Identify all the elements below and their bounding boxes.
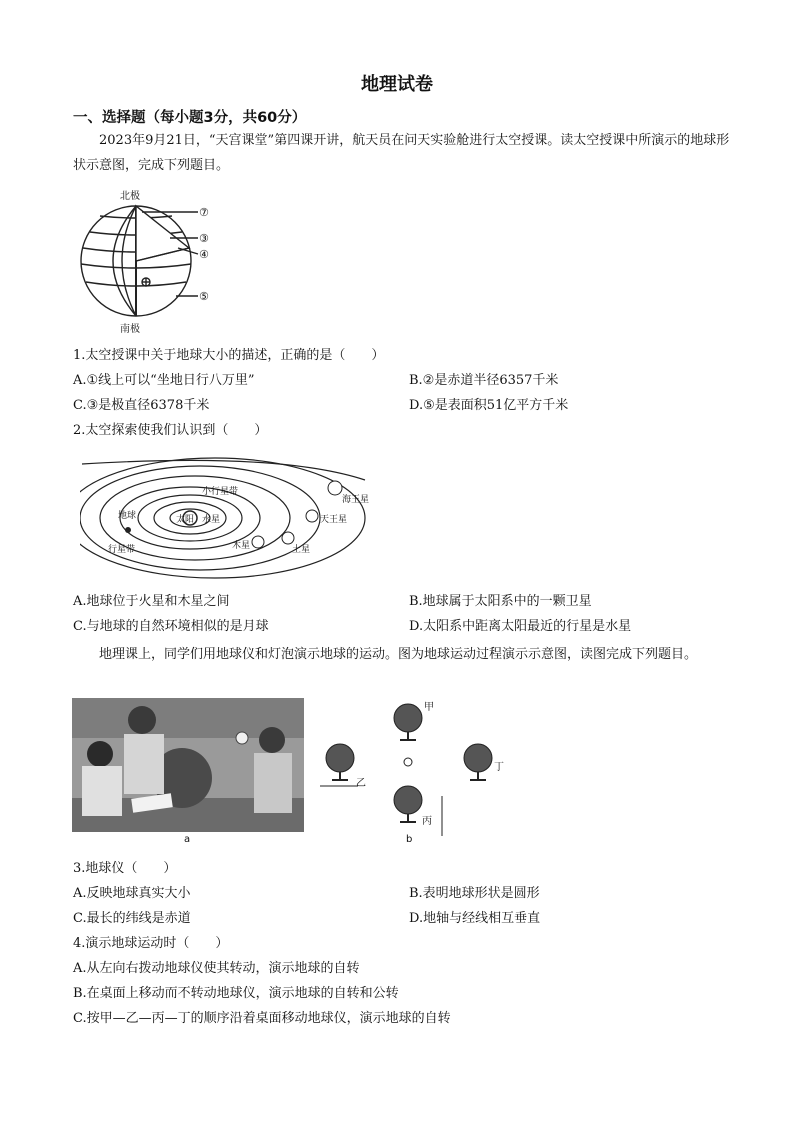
section-heading: 一、选择题（每小题3分，共60分） (73, 110, 307, 126)
marker-4: ④ (199, 248, 209, 261)
marker-3: ③ (199, 232, 209, 245)
label-uranus: 天王星 (320, 515, 348, 525)
globe-orbit-figure (318, 696, 528, 846)
globe-label-yi: 乙 (356, 778, 366, 789)
question-4-option-a: A.从左向右拨动地球仪使其转动，演示地球的自转 (73, 961, 360, 976)
label-asteroid-belt: 小行星带 (202, 487, 239, 497)
label-sun: 太阳 (176, 515, 195, 525)
question-1-stem: 1.太空授课中关于地球大小的描述，正确的是（ ） (73, 348, 385, 363)
question-3-option-a: A.反映地球真实大小 (73, 886, 191, 901)
label-neptune: 海王星 (342, 495, 370, 505)
question-1-option-c: C.③是极直径6378千米 (73, 398, 210, 413)
earth-shape-figure (78, 186, 228, 336)
intro-paragraph-1: 2023年9月21日，“天宫课堂”第四课开讲，航天员在问天实验舱进行太空授课。读太空授课中所演示的地球形状示意图，完成下列题目。 (73, 133, 730, 173)
question-2-option-d: D.太阳系中距离太阳最近的行星是水星 (409, 619, 632, 634)
classroom-photo-figure (72, 698, 304, 832)
question-3-option-d: D.地轴与经线相互垂直 (409, 911, 541, 926)
label-saturn: 土星 (292, 545, 311, 555)
question-3-option-b: B.表明地球形状是圆形 (409, 886, 540, 901)
question-2-option-a: A.地球位于火星和木星之间 (73, 594, 230, 609)
question-2-stem: 2.太空探索使我们认识到（ ） (73, 423, 268, 438)
solar-system-figure (80, 452, 375, 582)
question-1-option-a: A.①线上可以“坐地日行八万里” (73, 373, 255, 388)
south-pole-label: 南极 (120, 324, 140, 335)
question-4-stem: 4.演示地球运动时（ ） (73, 936, 229, 951)
question-1-option-d: D.⑤是表面积51亿平方千米 (409, 398, 569, 413)
intro-paragraph-2: 地理课上，同学们用地球仪和灯泡演示地球的运动。图为地球运动过程演示示意图，读图完成下列题目。 (99, 647, 698, 662)
north-pole-label: 北极 (120, 191, 140, 202)
question-1-option-b: B.②是赤道半径6357千米 (409, 373, 559, 388)
label-planet-belt: 行星带 (108, 545, 136, 555)
question-4-option-b: B.在桌面上移动而不转动地球仪，演示地球的自转和公转 (73, 986, 399, 1001)
label-earth: 地球 (118, 511, 137, 521)
figure-a-caption: a (184, 834, 191, 845)
globe-label-ding: 丁 (494, 762, 504, 773)
page-title: 地理试卷 (361, 74, 433, 95)
question-2-option-b: B.地球属于太阳系中的一颗卫星 (409, 594, 592, 609)
marker-7: ⑦ (199, 206, 209, 219)
question-3-option-c: C.最长的纬线是赤道 (73, 911, 191, 926)
question-4-option-c: C.按甲—乙—丙—丁的顺序沿着桌面移动地球仪，演示地球的自转 (73, 1011, 451, 1026)
marker-5: ⑤ (199, 290, 209, 303)
figure-b-caption: b (406, 834, 413, 845)
question-2-option-c: C.与地球的自然环境相似的是月球 (73, 619, 269, 634)
label-mercury: 水星 (202, 515, 221, 525)
label-jupiter: 木星 (232, 541, 251, 551)
globe-label-jia: 甲 (424, 702, 434, 713)
question-3-stem: 3.地球仪（ ） (73, 861, 177, 876)
globe-label-bing: 丙 (422, 816, 432, 827)
